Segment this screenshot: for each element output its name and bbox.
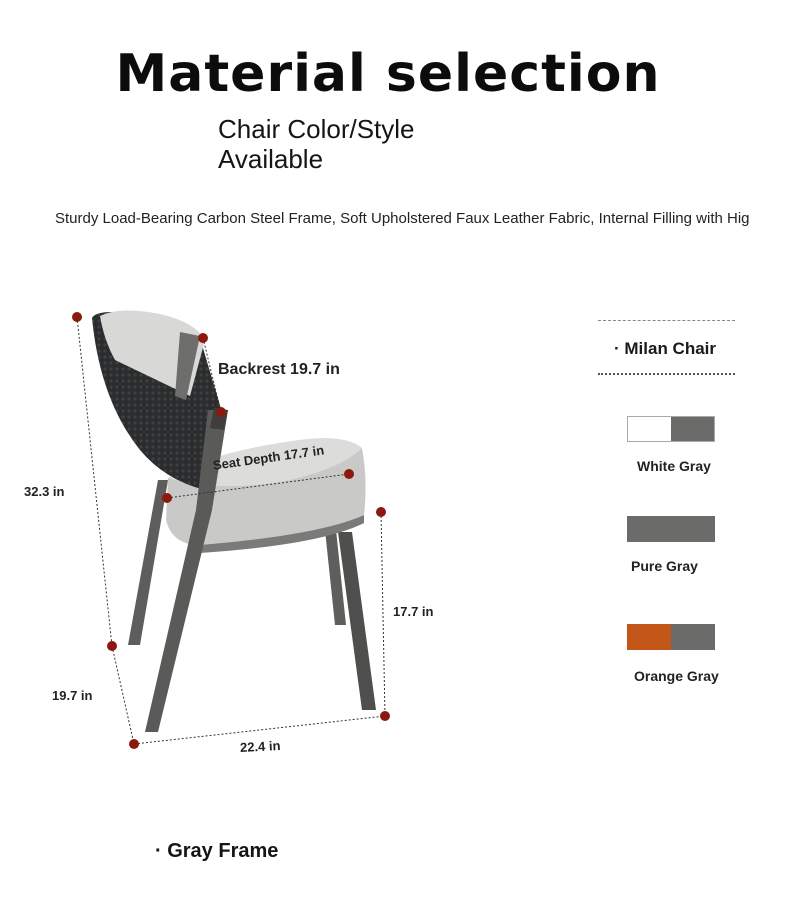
subtitle-line-2: Available xyxy=(218,144,324,174)
leg-height-dimension-label: 19.7 in xyxy=(52,688,93,703)
color-name-orange-gray: Orange Gray xyxy=(634,668,719,684)
color-swatch-pure-gray[interactable] xyxy=(627,516,715,542)
swatch-left xyxy=(627,624,671,650)
seat-height-dimension-label: 17.7 in xyxy=(393,604,434,619)
dim-point xyxy=(129,739,139,749)
total-height-dimension-label: 32.3 in xyxy=(24,484,65,499)
dim-line-leg-height xyxy=(112,646,134,744)
swatch-right xyxy=(671,417,714,441)
page-title: Material selection xyxy=(115,44,661,104)
model-name-box xyxy=(598,320,735,375)
model-name: · Milan Chair xyxy=(614,339,717,358)
dim-point xyxy=(198,333,208,343)
swatch-right xyxy=(671,624,715,650)
color-name-pure-gray: Pure Gray xyxy=(631,558,698,574)
frame-color-label: · Gray Frame xyxy=(155,840,279,862)
chair-back-leg-left xyxy=(128,480,168,645)
color-swatch-orange-gray[interactable] xyxy=(627,624,715,650)
swatch-left xyxy=(627,516,671,542)
width-dimension-label: 22.4 in xyxy=(239,737,281,756)
dim-line-seat-height xyxy=(381,512,385,716)
material-description: Sturdy Load-Bearing Carbon Steel Frame, Soft Upholstered Faux Leather Fabric, Internal Filling with Hig xyxy=(55,210,750,227)
dim-point xyxy=(107,641,117,651)
dim-point xyxy=(72,312,82,322)
backrest-dimension-label: Backrest 19.7 in xyxy=(218,361,340,378)
color-name-white-gray: White Gray xyxy=(637,458,711,474)
dim-point xyxy=(216,407,226,417)
dim-point xyxy=(380,711,390,721)
dim-point xyxy=(376,507,386,517)
subtitle xyxy=(218,114,568,174)
dim-point xyxy=(344,469,354,479)
color-swatch-white-gray[interactable] xyxy=(627,416,715,442)
subtitle-line-1: Chair Color/Style xyxy=(218,114,415,144)
dim-point xyxy=(162,493,172,503)
swatch-left xyxy=(628,417,671,441)
swatch-right xyxy=(671,516,715,542)
seat-depth-dimension-label: Seat Depth 17.7 in xyxy=(212,442,325,473)
